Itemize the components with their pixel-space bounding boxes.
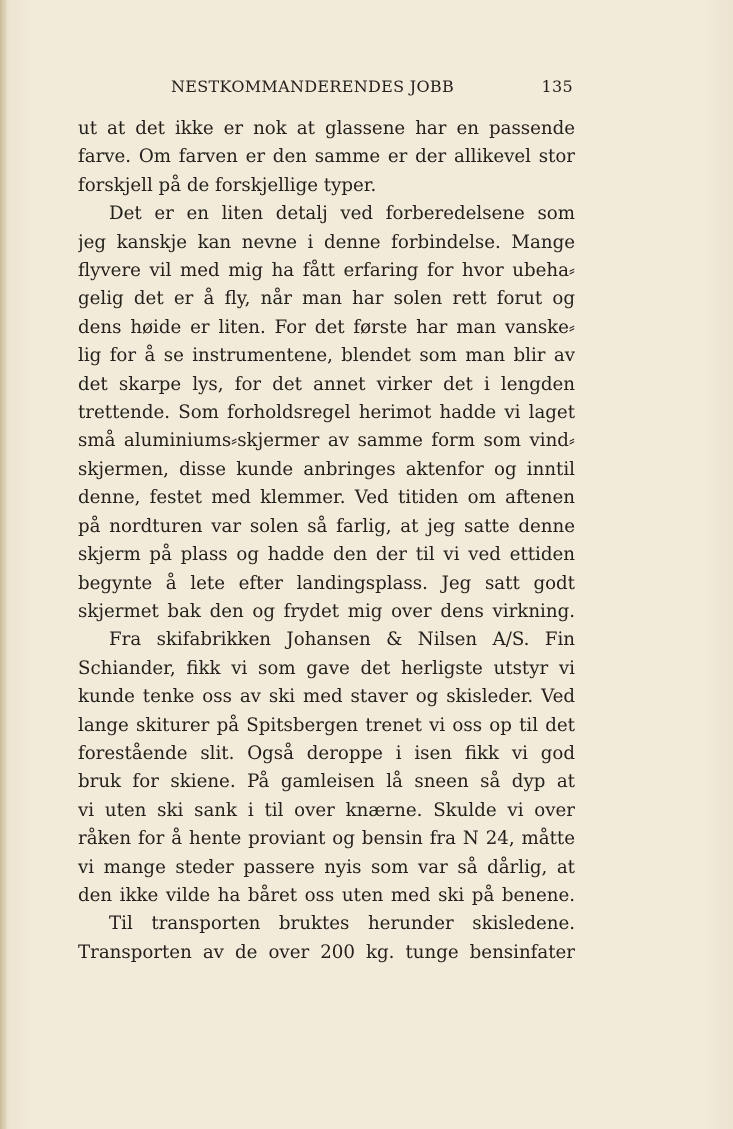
text-line: Fra skifabrikken Johansen & Nilsen A/S. Fin <box>109 629 575 651</box>
text-line: bruk for skiene. På gamleisen lå sneen så dyp at <box>78 771 575 793</box>
text-line: flyvere vil med mig ha fått erfaring for hvor ubeha⸗ <box>78 260 575 282</box>
body-text <box>78 115 575 967</box>
page-spine-edge <box>0 0 7 1129</box>
text-line: begynte å lete efter landingsplass. Jeg satt godt <box>78 572 575 594</box>
text-line: på nordturen var solen så farlig, at jeg satte denne <box>78 515 575 537</box>
running-header <box>78 77 575 99</box>
text-line: denne, festet med klemmer. Ved titiden om aftenen <box>78 487 575 509</box>
text-line: små aluminiums⸗skjermer av samme form som vind⸗ <box>78 430 575 452</box>
text-line: Det er en liten detalj ved forberedelsene som <box>109 203 575 225</box>
text-line: vi mange steder passere nyis som var så dårlig, at <box>78 856 575 878</box>
text-line: lig for å se instrumentene, blendet som man blir av <box>78 345 575 367</box>
text-line: jeg kanskje kan nevne i denne forbindelse. Mange <box>78 231 575 253</box>
text-line: skjermen, disse kunde anbringes aktenfor og inntil <box>78 458 575 480</box>
text-line: dens høide er liten. For det første har man vanske⸗ <box>78 316 575 338</box>
text-line: forskjell på de forskjellige typer. <box>78 174 377 196</box>
page-number: 135 <box>541 77 573 96</box>
text-line: kunde tenke oss av ski med staver og skisleder. Ved <box>78 686 575 708</box>
text-line: skjerm på plass og hadde den der til vi ved ettiden <box>78 544 575 566</box>
text-line: Schiander, fikk vi som gave det herligste utstyr vi <box>78 657 575 679</box>
running-title: NESTKOMMANDERENDES JOBB <box>171 77 455 96</box>
text-line: forestående slit. Også deroppe i isen fikk vi god <box>78 742 575 764</box>
text-line: lange skiturer på Spitsbergen trenet vi oss op til det <box>78 714 575 736</box>
text-line: trettende. Som forholdsregel herimot hadde vi laget <box>78 402 575 424</box>
text-line: Til transporten bruktes herunder skisledene. <box>109 913 575 935</box>
text-line: råken for å hente proviant og bensin fra N 24, måtte <box>78 828 575 850</box>
text-line: Transporten av de over 200 kg. tunge bensinfater <box>78 941 575 963</box>
text-line: farve. Om farven er den samme er der allikevel stor <box>78 146 575 168</box>
text-line: den ikke vilde ha båret oss uten med ski på benene. <box>78 884 575 906</box>
text-line: ut at det ikke er nok at glassene har en passende <box>78 118 575 139</box>
text-line: det skarpe lys, for det annet virker det i lengden <box>78 373 575 395</box>
text-line: vi uten ski sank i til over knærne. Skulde vi over <box>78 799 575 821</box>
text-line: gelig det er å fly, når man har solen rett forut og <box>78 288 575 310</box>
text-line: skjermet bak den og frydet mig over dens virkning. <box>78 600 575 622</box>
